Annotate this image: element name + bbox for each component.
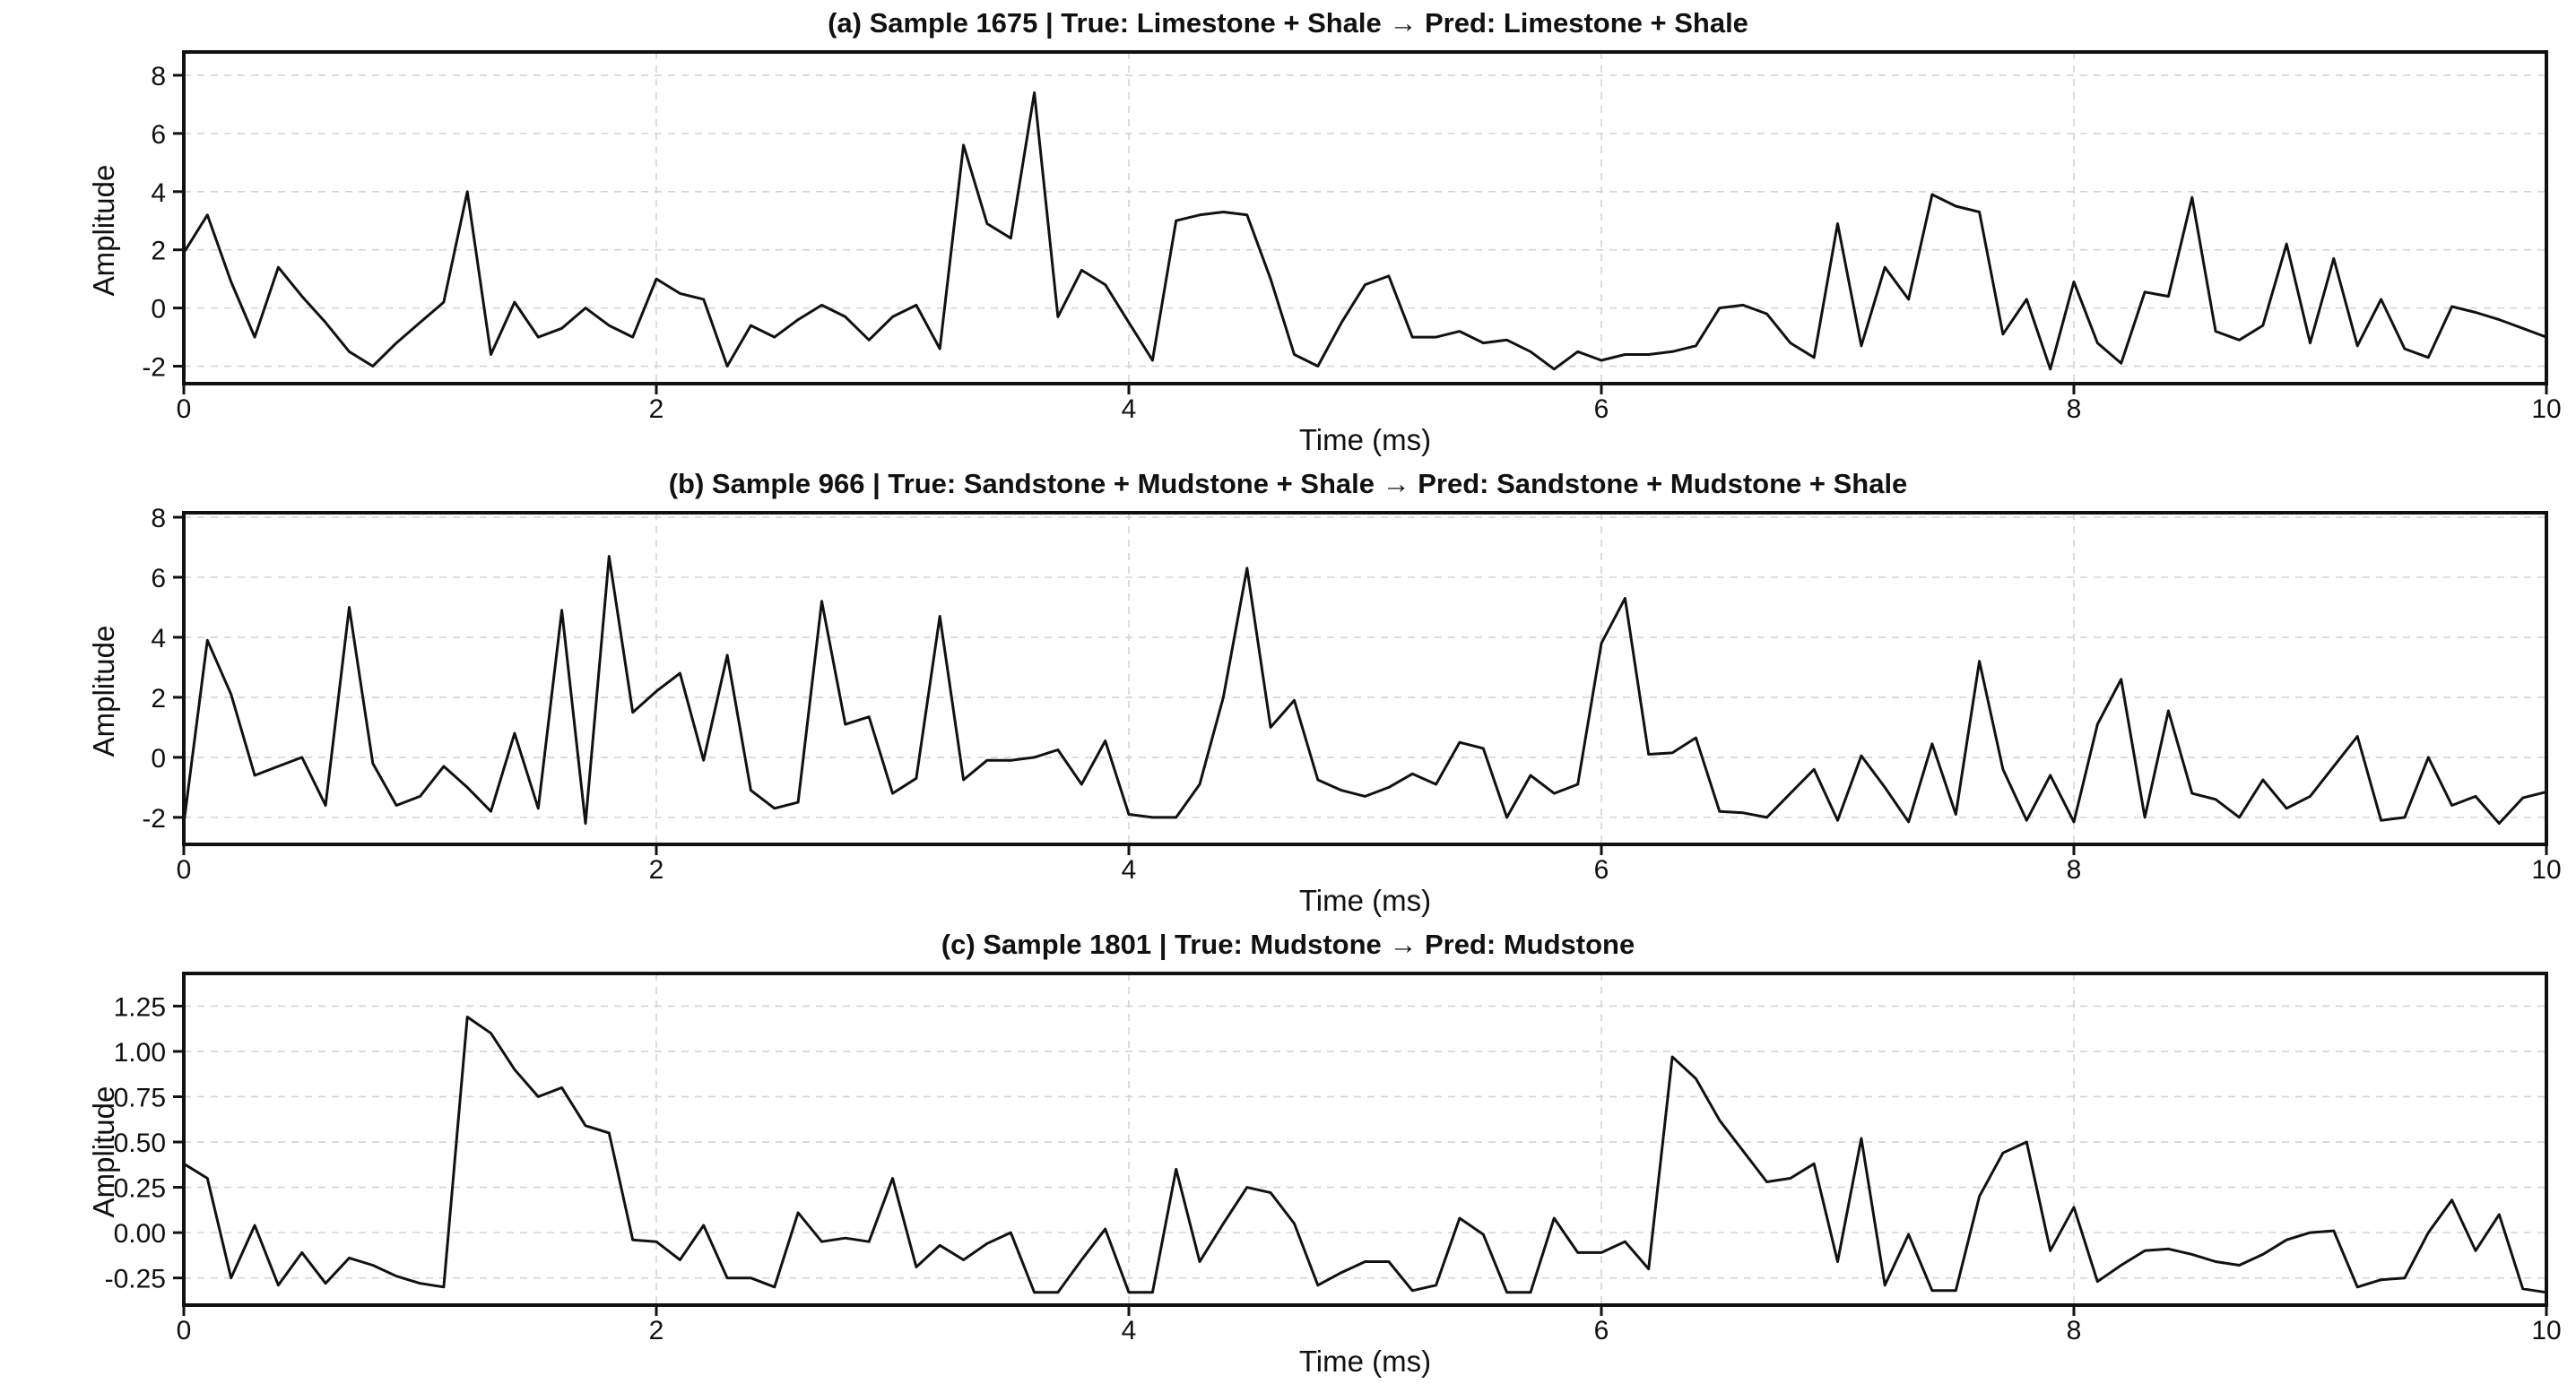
svg-text:6: 6 [1593,855,1609,884]
svg-text:6: 6 [1593,1316,1609,1345]
svg-text:0.25: 0.25 [113,1173,166,1204]
svg-text:1.25: 1.25 [113,992,166,1023]
svg-text:0: 0 [176,855,192,884]
svg-text:-2: -2 [142,803,166,834]
svg-text:2: 2 [151,236,166,266]
svg-text:8: 8 [2066,1316,2082,1345]
svg-text:6: 6 [151,119,166,150]
svg-text:0.00: 0.00 [113,1219,166,1250]
svg-text:2: 2 [648,855,664,884]
plot-area-b [0,507,2576,884]
svg-text:4: 4 [151,177,166,208]
svg-text:6: 6 [151,563,166,593]
svg-text:4: 4 [1121,394,1137,423]
svg-text:2: 2 [648,394,664,423]
svg-text:10: 10 [2531,1316,2562,1345]
x-axis-label-a: Time (ms) [1298,423,1432,456]
svg-text:-2: -2 [142,352,166,383]
svg-text:0: 0 [176,394,192,423]
subplot-a [0,0,2576,461]
svg-text:0: 0 [151,743,166,774]
svg-text:2: 2 [151,683,166,714]
waveform-plot-b [0,507,2576,884]
svg-text:10: 10 [2531,855,2562,884]
plot-title-c: (c) Sample 1801 | True: Mudstone → Pred: Mudstone [941,929,1635,960]
plot-area-a [0,47,2576,423]
svg-text:4: 4 [1121,855,1137,884]
svg-text:0: 0 [151,294,166,324]
svg-text:0.75: 0.75 [113,1083,166,1113]
svg-text:2: 2 [648,1316,664,1345]
x-axis-label-c: Time (ms) [1298,1345,1432,1378]
svg-text:0: 0 [176,1316,192,1345]
plot-title-a: (a) Sample 1675 | True: Limestone + Shale → Pred: Limestone + Shale [828,7,1748,39]
svg-text:4: 4 [151,623,166,653]
svg-text:4: 4 [1121,1316,1137,1345]
waveform-plot-c [0,968,2576,1345]
plot-area-c [0,968,2576,1345]
svg-text:8: 8 [2066,855,2082,884]
svg-text:0.50: 0.50 [113,1129,166,1159]
svg-text:10: 10 [2531,394,2562,423]
svg-text:6: 6 [1593,394,1609,423]
x-axis-label-b: Time (ms) [1298,884,1432,917]
subplot-b [0,461,2576,921]
plot-title-b: (b) Sample 966 | True: Sandstone + Mudstone + Shale → Pred: Sandstone + Mudstone + Shale [668,468,1908,499]
y-axis-label-c: Amplitude [87,1086,120,1218]
svg-text:-0.25: -0.25 [104,1264,166,1294]
svg-text:8: 8 [151,507,166,534]
svg-text:8: 8 [151,61,166,91]
svg-text:8: 8 [2066,394,2082,423]
svg-text:1.00: 1.00 [113,1037,166,1068]
y-axis-label-a: Amplitude [87,164,120,297]
y-axis-label-b: Amplitude [87,625,120,757]
subplot-c [0,921,2576,1382]
waveform-plot-a [0,47,2576,423]
